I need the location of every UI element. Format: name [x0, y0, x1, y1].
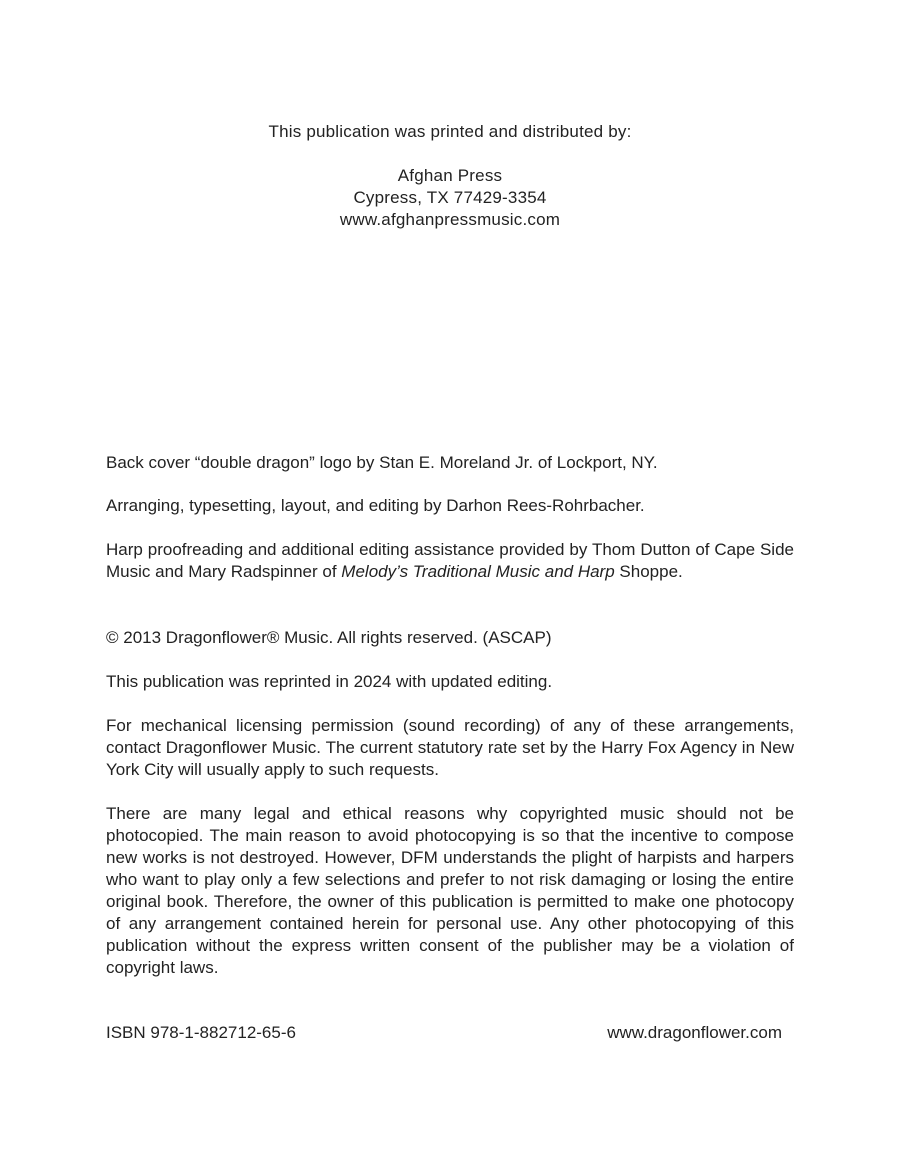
shoppe-text: Shoppe — [619, 562, 679, 581]
copyright-notice: © 2013 Dragonflower® Music. All rights reserved. (ASCAP) — [106, 628, 552, 647]
logo-credit: Back cover “double dragon” logo by Stan E. Moreland Jr. of Lockport, NY. — [106, 453, 658, 472]
period: . — [678, 562, 683, 581]
arranging-credit: Arranging, typesetting, layout, and editing by Darhon Rees-Rohrbacher. — [106, 496, 645, 515]
mechanical-licensing-notice: For mechanical licensing permission (sound recording) of any of these arrangements, contact Dragonflower Music. The current statutory rate set by the Harry Fox Agency in New York City will usually apply to such requests. — [106, 716, 794, 779]
proofreading-text: Harp proofreading and additional editing assistance provided by Thom Dutton of — [106, 540, 710, 559]
printer-info — [0, 121, 900, 231]
publisher-website: www.dragonflower.com — [607, 1023, 782, 1042]
photocopy-text-before: There are many legal and ethical reasons why copyrighted music should not be photocopied. The main reason to avoid photocopying is so that the incentive to compose new works is not destroyed. However, DFM understands the plight of harpists and harpers who want to play only a few selections and prefer to not risk damaging or losing the entire original book. Therefore, the owner of this publication is permitted to make — [106, 804, 794, 911]
photocopy-notice — [106, 803, 794, 979]
isbn: ISBN 978-1-882712-65-6 — [106, 1023, 296, 1042]
printer-website: www.afghanpressmusic.com — [339, 210, 561, 229]
photocopy-emphasis: one — [681, 892, 710, 911]
reprint-notice: This publication was reprinted in 2024 with updated editing. — [106, 672, 553, 691]
proofreading-credit — [106, 539, 794, 583]
proofreading-middle: and Mary Radspinner of — [150, 562, 342, 581]
melody-shop-name: Melody’s Traditional Music and Harp — [341, 562, 615, 581]
printer-intro: This publication was printed and distributed by: — [268, 122, 632, 141]
cape-side-music: Cape Side Music — [106, 540, 794, 581]
printer-address: Cypress, TX 77429-3354 — [353, 188, 547, 207]
spacer — [0, 143, 900, 165]
photocopy-text-after: photocopy of any arrangement contained herein for personal use. Any other photocopying of this publication without the express written consent of the publisher may be a violation of copyright laws. — [106, 892, 794, 977]
printer-name: Afghan Press — [397, 166, 503, 185]
